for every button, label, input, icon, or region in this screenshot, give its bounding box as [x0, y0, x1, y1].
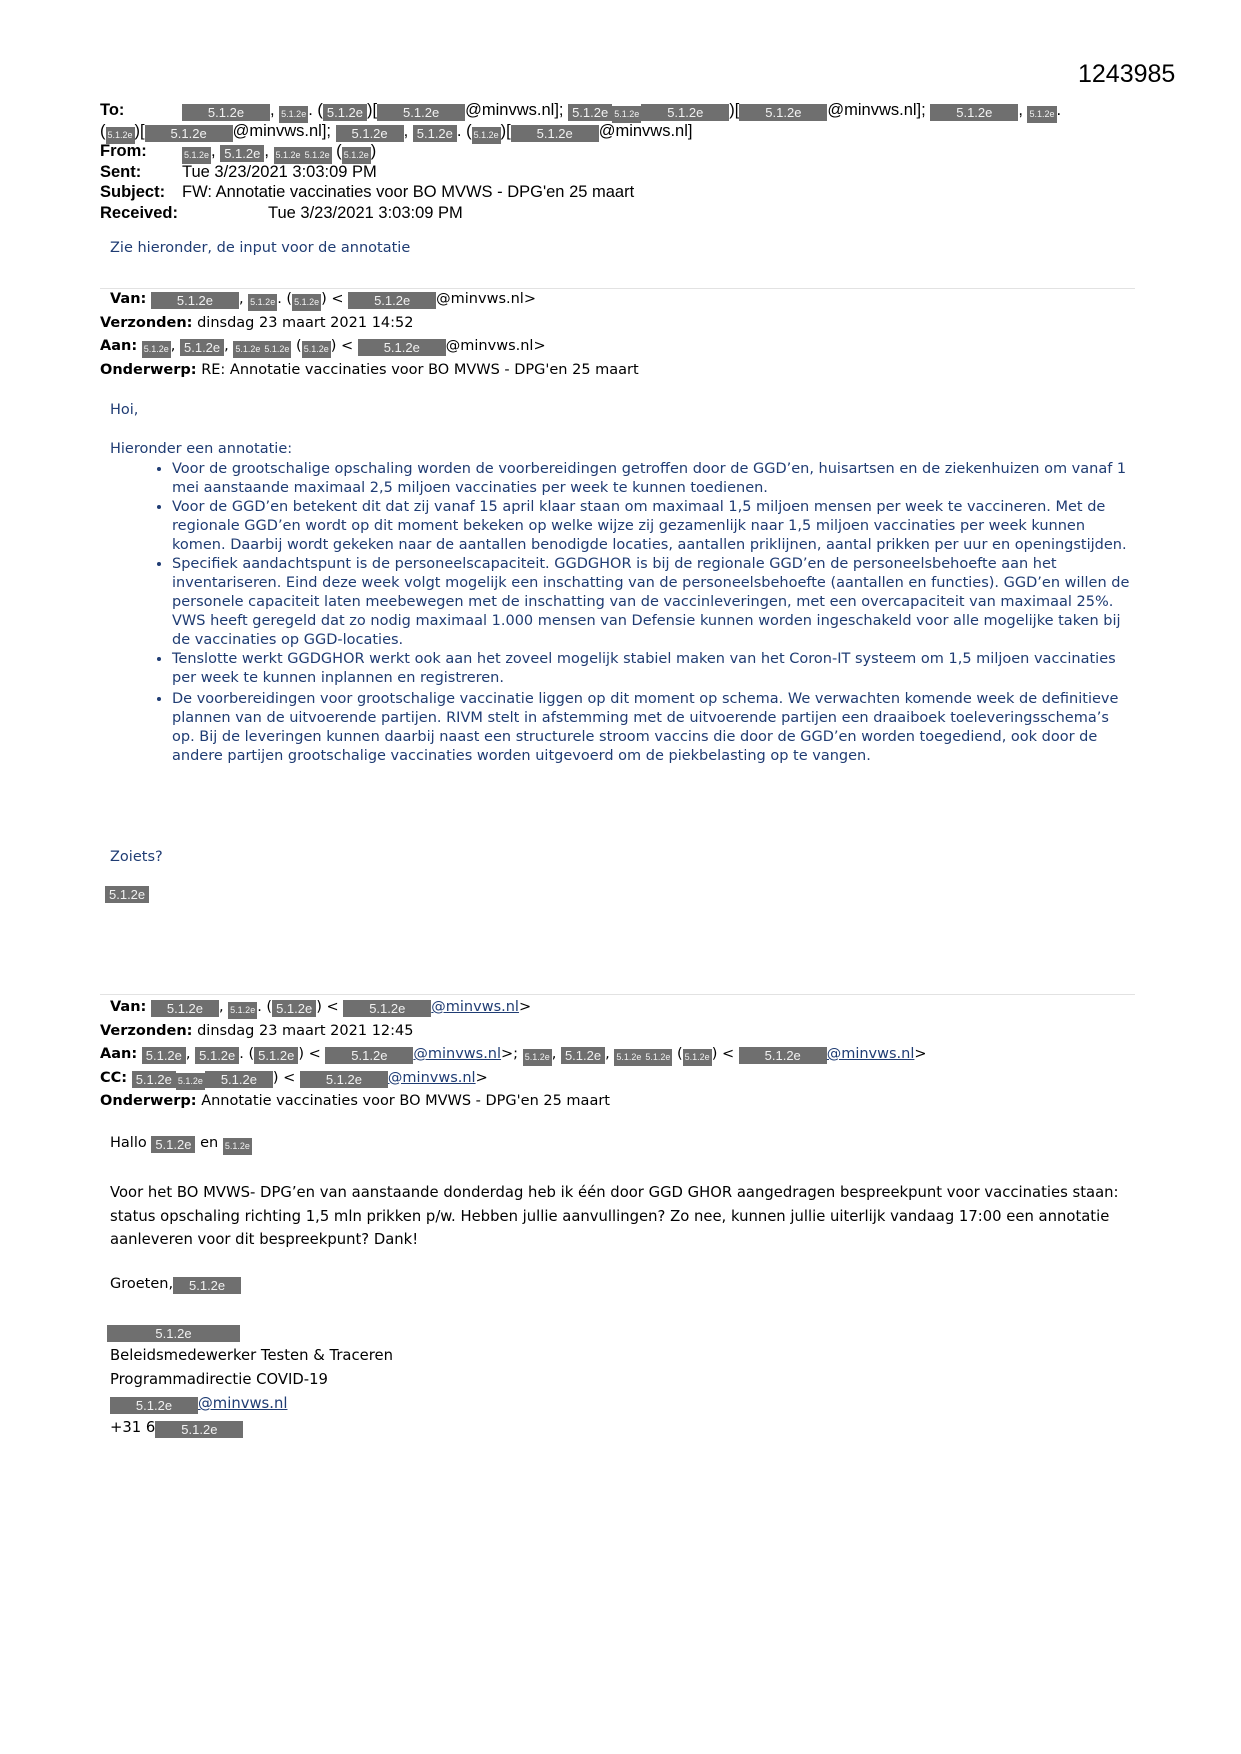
redaction: 5.1.2e: [568, 104, 612, 121]
redaction: 5.1.2e: [106, 127, 135, 144]
signature-department: Programmadirectie COVID-19: [110, 1371, 328, 1388]
sender-signature: [105, 885, 149, 903]
verzonden-row: [100, 312, 1140, 336]
redaction: 5.1.2e: [343, 1000, 431, 1017]
email-domain: @minvws.nl>: [445, 338, 546, 354]
redaction: 5.1.2e: [195, 1047, 239, 1064]
verzonden-label: Verzonden:: [100, 314, 193, 331]
subject-value: FW: Annotatie vaccinaties voor BO MVWS - DPG'en 25 maart: [182, 183, 635, 201]
subject-row: [100, 182, 1140, 203]
redaction: 5.1.2e: [612, 106, 641, 123]
redaction: 5.1.2e: [739, 1047, 827, 1064]
received-label: Received:: [100, 203, 178, 222]
redaction: 5.1.2e: [377, 104, 465, 121]
redaction: 5.1.2e: [342, 147, 371, 164]
redaction: 5.1.2e: [413, 125, 457, 142]
redaction: 5.1.2e: [643, 1049, 672, 1066]
redaction: 5.1.2e: [155, 1421, 243, 1438]
received-row: [100, 203, 1140, 224]
signature-role: Beleidsmedewerker Testen & Traceren: [110, 1347, 393, 1364]
van-row: Van: 5.1.2e , 5.1.2e . ( 5.1.2e ) < 5.1.2e @minvws.nl>: [100, 996, 1140, 1020]
list-item: • Specifiek aandachtspunt is de personeelscapaciteit. GGDGHOR is bij de regionale GGD’en de personeelsbehoefte aan het inventariseren. Eind deze week volgt mogelijk een inschatting van de personeelsbehoefte (aantallen en functies). GGD’en willen de personele capaciteit laten meebewegen met de inschatting van de vaccinleveringen, met een overcapaciteit van maximaal 25%. VWS heeft geregeld dat zo nodig maximaal 1.000 mensen van Defensie kunnen worden ingeschakeld voor alle mogelijke taken bij de vaccinaties op GGD-locaties.: [172, 555, 1132, 650]
sent-value: Tue 3/23/2021 3:03:09 PM: [182, 162, 377, 181]
onderwerp-value: RE: Annotatie vaccinaties voor BO MVWS - DPG'en 25 maart: [201, 361, 639, 378]
to-row: To: 5.1.2e , 5.1.2e . ( 5.1.2e )[ 5.1.2e @minvws.nl]; 5.1.2e 5.1.2e 5.1.2e )[ 5.1.2e @minvws.nl]; 5.1.2e , 5.1.2e .: [100, 100, 1140, 121]
message-1-header: [100, 288, 1140, 382]
greeting-prefix: Hallo: [110, 1135, 147, 1151]
intro-text: Zie hieronder, de input voor de annotatie: [110, 240, 411, 256]
redaction: 5.1.2e: [173, 1277, 241, 1294]
onderwerp-value: Annotatie vaccinaties voor BO MVWS - DPG'en 25 maart: [201, 1093, 610, 1109]
redaction: 5.1.2e: [358, 339, 446, 356]
redaction: 5.1.2e: [523, 1049, 552, 1066]
redaction: 5.1.2e: [262, 341, 291, 358]
aan-row: Aan: 5.1.2e , 5.1.2e . ( 5.1.2e ) < 5.1.2e @minvws.nl>; 5.1.2e , 5.1.2e , 5.1.2e 5.1.2e ( 5.1.2e ) < 5.1.2e @minvws.nl>: [100, 1043, 1140, 1067]
redaction: 5.1.2e: [248, 294, 277, 311]
closing: [110, 1276, 241, 1294]
redaction: 5.1.2e: [107, 1325, 240, 1342]
redaction: 5.1.2e: [151, 1000, 219, 1017]
redaction: 5.1.2e: [228, 1002, 257, 1019]
redaction: 5.1.2e: [303, 147, 332, 164]
redaction: 5.1.2e: [254, 1047, 298, 1064]
redaction: 5.1.2e: [272, 1000, 316, 1017]
redaction: 5.1.2e: [274, 147, 303, 164]
received-value: Tue 3/23/2021 3:03:09 PM: [268, 203, 463, 222]
message-body: Voor het BO MVWS- DPG’en van aanstaande donderdag heb ik één door GGD GHOR aangedragen bespreekpunt voor vaccinaties staan: status opschaling richting 1,5 mln prikken p/w. Hebben jullie aanvullingen? Zo nee, kunnen jullie uiterlijk vandaag 17:00 een annotatie aanleveren voor dit bespreekpunt? Dank!: [110, 1184, 1119, 1248]
cc-row: CC: 5.1.2e 5.1.2e 5.1.2e ) < 5.1.2e @minvws.nl>: [100, 1067, 1140, 1091]
signature-phone: [110, 1416, 393, 1440]
annotation-bullets: [132, 460, 1132, 766]
redaction: 5.1.2e: [511, 125, 599, 142]
redaction: 5.1.2e: [292, 294, 321, 311]
sent-label: Sent:: [100, 162, 142, 181]
annotation-lead: Hieronder een annotatie:: [110, 441, 293, 457]
redaction: 5.1.2e: [348, 292, 436, 309]
redaction: 5.1.2e: [279, 106, 308, 123]
redaction: 5.1.2e: [151, 292, 239, 309]
redaction: 5.1.2e: [220, 145, 264, 162]
redaction: 5.1.2e: [105, 886, 149, 903]
to-row-continued: ( 5.1.2e )[ 5.1.2e @minvws.nl]; 5.1.2e , 5.1.2e . ( 5.1.2e )[ 5.1.2e @minvws.nl]: [100, 121, 1140, 142]
redaction: 5.1.2e: [205, 1071, 273, 1088]
greeting-and: en: [200, 1135, 219, 1151]
signature-block: [110, 1320, 393, 1440]
document-number: 1243985: [1078, 60, 1176, 88]
phone-prefix: +31 6: [110, 1419, 156, 1436]
redaction: 5.1.2e: [336, 125, 404, 142]
email-link[interactable]: @minvws.nl: [387, 1069, 476, 1086]
email-link[interactable]: @minvws.nl: [826, 1046, 915, 1062]
aan-label: Aan:: [100, 1046, 138, 1062]
redaction: 5.1.2e: [302, 341, 331, 358]
van-row: Van: 5.1.2e , 5.1.2e . ( 5.1.2e ) < 5.1.2e @minvws.nl>: [100, 288, 1140, 312]
cc-label: CC:: [100, 1069, 128, 1086]
email-link[interactable]: @minvws.nl: [413, 1046, 502, 1062]
van-label: Van:: [110, 291, 147, 307]
onderwerp-label: Onderwerp:: [100, 361, 197, 378]
onderwerp-row: [100, 359, 1140, 383]
verzonden-row: [100, 1020, 1140, 1044]
message-2-header: [100, 996, 1140, 1114]
redaction: 5.1.2e: [739, 104, 827, 121]
redaction: 5.1.2e: [145, 125, 233, 142]
redaction: 5.1.2e: [1027, 106, 1056, 123]
greeting: Hoi,: [110, 402, 139, 418]
subject-label: Subject:: [100, 183, 166, 201]
email-domain: @minvws.nl: [827, 101, 917, 119]
list-item: • Voor de grootschalige opschaling worden de voorbereidingen getroffen door de GGD’en, huisartsen en de ziekenhuizen om vanaf 1 mei aanstaande maximaal 2,5 miljoen vaccinaties per week te kunnen toedienen.: [172, 460, 1132, 498]
email-link[interactable]: @minvws.nl: [431, 999, 519, 1015]
email-domain: @minvws.nl: [598, 121, 688, 140]
divider: [100, 994, 1135, 995]
redaction: 5.1.2e: [300, 1071, 388, 1088]
from-label: From:: [100, 142, 147, 160]
onderwerp-row: [100, 1090, 1140, 1114]
redaction: 5.1.2e: [110, 1397, 198, 1414]
redaction: 5.1.2e: [223, 1138, 252, 1155]
redaction: 5.1.2e: [180, 339, 224, 356]
redaction: 5.1.2e: [142, 1047, 186, 1064]
email-domain: @minvws.nl: [465, 101, 555, 119]
onderwerp-label: Onderwerp:: [100, 1093, 197, 1109]
verzonden-label: Verzonden:: [100, 1022, 193, 1039]
outer-email-header: [100, 100, 1140, 223]
list-item: • De voorbereidingen voor grootschalige vaccinatie liggen op dit moment op schema. We verwachten komende week de definitieve plannen van de uitvoerende partijen. RIVM stelt in afstemming met de uitvoerende partijen een draaiboek toeleveringsschema’s op. Bij de leveringen kunnen daarbij naast een structurele stroom vaccins die door de GGD’en worden toegediend, ook door de andere partijen grootschalige vaccinaties worden uitgevoerd om de piekbelasting op te vangen.: [172, 690, 1132, 766]
redaction: 5.1.2e: [930, 104, 1018, 121]
email-domain: @minvws.nl>: [436, 291, 536, 307]
redaction: 5.1.2e: [683, 1049, 712, 1066]
email-link[interactable]: @minvws.nl: [198, 1395, 288, 1412]
sent-row: [100, 162, 1140, 183]
redaction: 5.1.2e: [561, 1047, 605, 1064]
closing-question: Zoiets?: [110, 849, 163, 865]
redaction: 5.1.2e: [132, 1071, 176, 1088]
verzonden-value: dinsdag 23 maart 2021 14:52: [197, 314, 414, 331]
to-label: To:: [100, 101, 125, 119]
redaction: 5.1.2e: [182, 104, 270, 121]
redaction: 5.1.2e: [641, 104, 729, 121]
redaction: 5.1.2e: [614, 1049, 643, 1066]
from-row: From: 5.1.2e , 5.1.2e , 5.1.2e 5.1.2e ( 5.1.2e ): [100, 141, 1140, 162]
redaction: 5.1.2e: [151, 1136, 195, 1153]
list-item: • Voor de GGD’en betekent dit dat zij vanaf 15 april klaar staan om maximaal 1,5 miljoen mensen per week te vaccineren. Met de regionale GGD’en wordt op dit moment bekeken op welke wijze zij gezamenlijk naar 1,5 miljoen vaccinaties per week kunnen komen. Daarbij wordt gekeken naar de aantallen benodigde locaties, aantallen priklijnen, aantal prikken per uur en openingstijden.: [172, 498, 1132, 555]
aan-row: Aan: 5.1.2e , 5.1.2e , 5.1.2e 5.1.2e ( 5.1.2e ) < 5.1.2e @minvws.nl>: [100, 335, 1140, 359]
verzonden-value: dinsdag 23 maart 2021 12:45: [197, 1022, 414, 1039]
van-label: Van:: [110, 999, 147, 1015]
redaction: 5.1.2e: [325, 1047, 413, 1064]
greeting: [110, 1135, 252, 1155]
redaction: 5.1.2e: [233, 341, 262, 358]
signature-name: [107, 1320, 393, 1344]
redaction: 5.1.2e: [323, 104, 367, 121]
redaction: 5.1.2e: [182, 147, 211, 164]
aan-label: Aan:: [100, 338, 138, 354]
list-item: • Tenslotte werkt GGDGHOR werkt ook aan het zoveel mogelijk stabiel maken van het Coron-IT systeem om 1,5 miljoen vaccinaties per week te kunnen inplannen en registreren.: [172, 650, 1132, 688]
redaction: 5.1.2e: [142, 341, 171, 358]
email-domain: @minvws.nl: [232, 121, 322, 140]
signature-email: [110, 1392, 393, 1416]
redaction: 5.1.2e: [176, 1073, 205, 1090]
closing-text: Groeten,: [110, 1276, 174, 1292]
redaction: 5.1.2e: [472, 127, 501, 144]
